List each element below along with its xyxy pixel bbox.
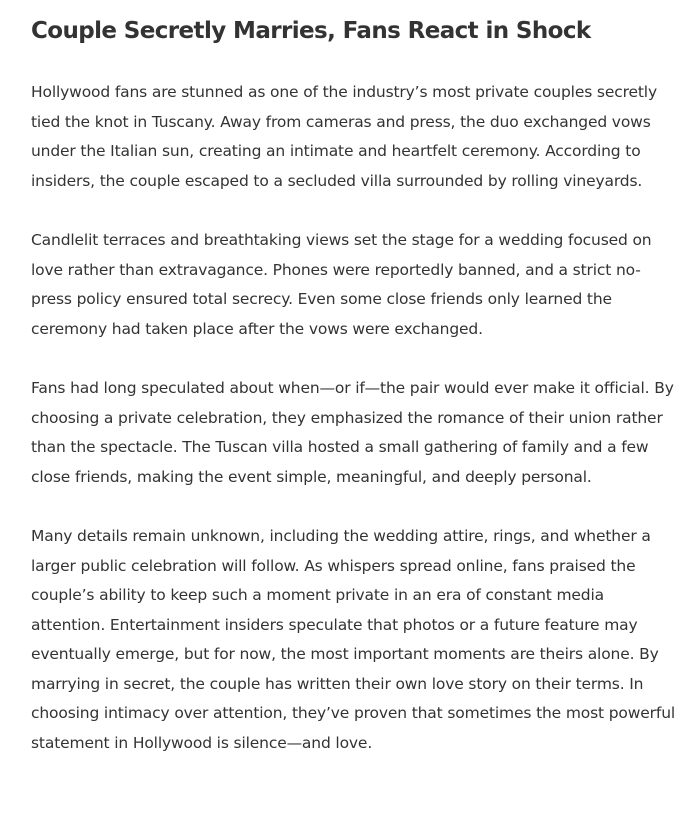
article-paragraph-3: Fans had long speculated about when—or if—the pair would ever make it official. By choosing a private celebration, they emphasized the romance of their union rather than the spectacle. The Tuscan villa hosted a small gathering of family and a few close friends, making the event simple, meaningful, and deeply personal. bbox=[31, 379, 674, 486]
article-paragraph-2: Candlelit terraces and breathtaking views set the stage for a wedding focused on love rather than extravagance. Phones were reportedly banned, and a strict no-press policy ensured total secrecy. Even some close friends only learned the ceremony had taken place after the vows were exchanged. bbox=[31, 231, 652, 338]
article-body bbox=[31, 78, 679, 758]
article-title: Couple Secretly Marries, Fans React in Shock bbox=[31, 18, 591, 44]
article-paragraph-4: Many details remain unknown, including the wedding attire, rings, and whether a larger public celebration will follow. As whispers spread online, fans praised the couple’s ability to keep such a moment private in an era of constant media attention. Entertainment insiders speculate that photos or a future feature may eventually emerge, but for now, the most important moments are theirs alone. By marrying in secret, the couple has written their own love story on their terms. In choosing intimacy over attention, they’ve proven that sometimes the most powerful statement in Hollywood is silence—and love. bbox=[31, 527, 676, 752]
article-paragraph-1: Hollywood fans are stunned as one of the industry’s most private couples secretly tied the knot in Tuscany. Away from cameras and press, the duo exchanged vows under the Italian sun, creating an intimate and heartfelt ceremony. According to insiders, the couple escaped to a secluded villa surrounded by rolling vineyards. bbox=[31, 83, 657, 190]
